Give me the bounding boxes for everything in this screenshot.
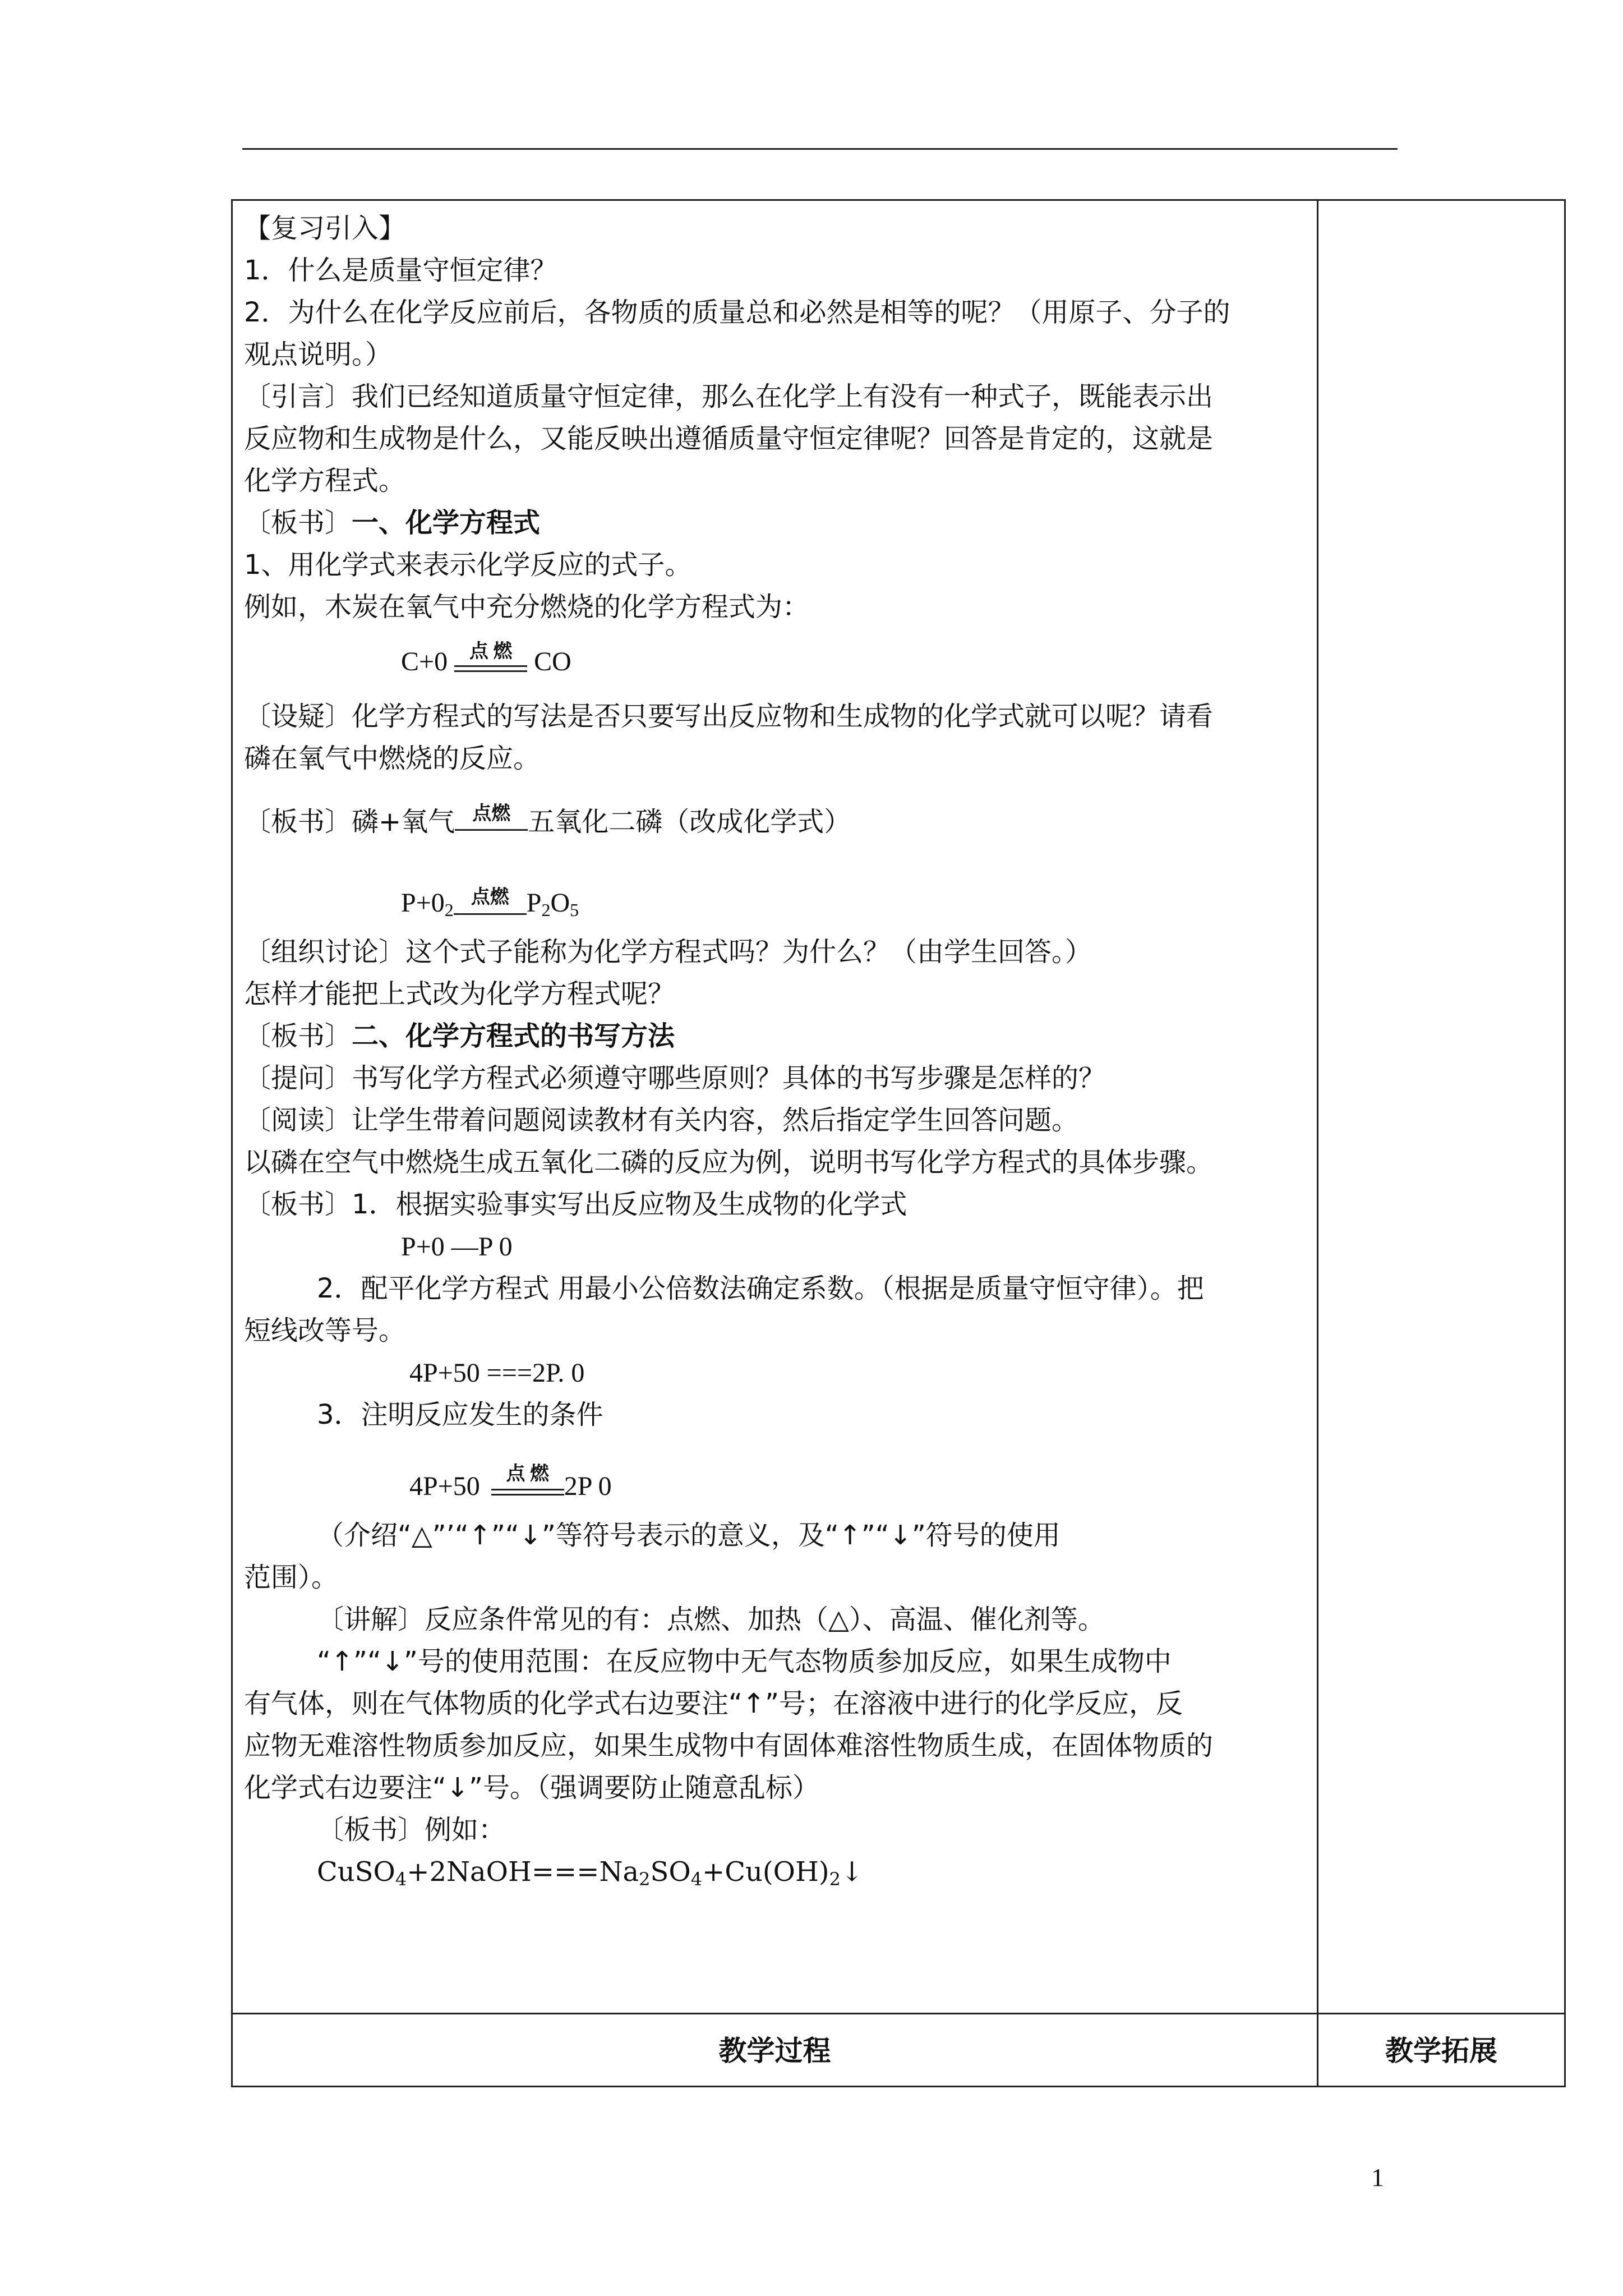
board-label: 〔板书〕	[244, 1020, 352, 1052]
equation-carbon	[244, 628, 1310, 696]
section-title: 二、化学方程式的书写方法	[352, 1020, 675, 1052]
equation-step-1: P+0 ―P 0	[401, 1232, 513, 1262]
step-2-line-1: 2．配平化学方程式 用最小公倍数法确定系数。（根据是质量守恒守律）。把	[317, 1273, 1204, 1304]
board-section-2	[244, 1015, 1310, 1057]
discussion-line: 〔组织讨论〕这个式子能称为化学方程式吗？为什么？（由学生回答。）	[244, 936, 1092, 968]
equation-right: CO	[534, 647, 571, 677]
condition-text: 点 燃	[506, 1464, 550, 1484]
definition-line: 1、用化学式来表示化学反应的式子。	[244, 549, 692, 581]
board-label: 〔板书〕	[244, 507, 352, 539]
intro-line-1: 〔引言〕我们已经知道质量守恒定律，那么在化学上有没有一种式子，既能表示出	[244, 381, 1214, 412]
equation-right: 2P 0	[564, 1471, 612, 1501]
double-line-sign	[454, 665, 527, 675]
question-1: 1．什么是质量守恒定律？	[244, 255, 557, 286]
board-words-left: 〔板书〕磷+氧气	[244, 806, 455, 838]
explain-line: 〔讲解〕反应条件常见的有：点燃、加热（△）、高温、催化剂等。	[317, 1604, 1105, 1635]
arrow-line	[454, 913, 527, 918]
rule-line-3: 应物无难溶性物质参加反应，如果生成物中有固体难溶性物质生成，在固体物质的	[244, 1730, 1214, 1761]
equation-left: 4P+50	[409, 1471, 480, 1501]
symbols-line-1: （介绍“△”’“↑”“↓”等符号表示的意义，及“↑”“↓”符号的使用	[317, 1520, 1061, 1551]
equation-left: $P+0_2$	[401, 888, 454, 920]
reading-line: 〔阅读〕让学生带着问题阅读教材有关内容，然后指定学生回答问题。	[244, 1105, 1079, 1136]
board-section-1	[244, 502, 1310, 544]
column-divider	[1317, 201, 1318, 2086]
symbols-line-2: 范围）。	[244, 1562, 339, 1593]
arrow-line	[455, 829, 528, 834]
intro-line-3: 化学方程式。	[244, 465, 406, 496]
equation-step-2: 4P+50 ===2P. 0	[409, 1358, 585, 1388]
teaching-content	[244, 208, 1310, 1893]
equation-left: C+0	[401, 647, 448, 677]
howto-line: 怎样才能把上式改为化学方程式呢？	[244, 978, 675, 1010]
intro-line-2: 反应物和生成物是什么，又能反映出遵循质量守恒定律呢？回答是肯定的，这就是	[244, 423, 1214, 454]
doubt-line-1: 〔设疑〕化学方程式的写法是否只要写出反应物和生成物的化学式就可以呢？请看	[244, 701, 1214, 732]
question-2-line-1: 2．为什么在化学反应前后，各物质的质量总和必然是相等的呢？（用原子、分子的	[244, 297, 1230, 328]
footer-teaching-extension: 教学拓展	[1385, 2035, 1497, 2067]
question-2-line-2: 观点说明。）	[244, 339, 393, 370]
header-rule	[242, 148, 1398, 150]
reaction-arrow	[454, 853, 527, 931]
equation-phosphorus	[244, 853, 1310, 931]
page-number: 1	[1371, 2163, 1384, 2192]
rule-line-4: 化学式右边要注“↓”号。（强调要防止随意乱标）	[244, 1772, 819, 1803]
step-1-line: 〔板书〕1．根据实验事实写出反应物及生成物的化学式	[244, 1189, 907, 1220]
rule-line-2: 有气体，则在气体物质的化学式右边要注“↑”号；在溶液中进行的化学反应，反	[244, 1688, 1183, 1719]
example-line: 例如，木炭在氧气中充分燃烧的化学方程式为：	[244, 591, 810, 623]
reaction-condition	[454, 628, 527, 696]
review-heading: 【复习引入】	[244, 213, 406, 244]
question-line: 〔提问〕书写化学方程式必须遵守哪些原则？具体的书写步骤是怎样的？	[244, 1062, 1106, 1094]
condition-text: 点燃	[471, 887, 509, 908]
equation-copper-sulfate: $CuSO_4+2NaOH===Na_2SO_4+Cu(OH)_2↓$	[317, 1856, 864, 1890]
board-phosphorus-words	[244, 780, 1310, 853]
condition-text: 点燃	[472, 802, 511, 825]
footer-teaching-process: 教学过程	[718, 2035, 831, 2067]
reaction-condition	[491, 1436, 564, 1515]
section-title: 一、化学方程式	[352, 507, 541, 539]
step-3-line: 3．注明反应发生的条件	[317, 1399, 603, 1430]
step-2-line-2: 短线改等号。	[244, 1315, 406, 1346]
doubt-line-2: 磷在氧气中燃烧的反应。	[244, 743, 541, 774]
board-words-right: 五氧化二磷（改成化学式）	[528, 806, 851, 838]
equation-step-3	[244, 1436, 1310, 1515]
equation-right: $P_2O_5$	[526, 888, 579, 920]
double-line-sign	[491, 1489, 564, 1499]
method-line: 以磷在空气中燃烧生成五氧化二磷的反应为例，说明书写化学方程式的具体步骤。	[244, 1147, 1214, 1178]
board-example-line: 〔板书〕例如：	[317, 1814, 506, 1846]
condition-text: 点 燃	[469, 641, 513, 662]
reaction-arrow	[455, 780, 528, 853]
rule-line-1: “↑”“↓”号的使用范围：在反应物中无气态物质参加反应，如果生成物中	[317, 1646, 1172, 1677]
lesson-table	[231, 199, 1566, 2087]
